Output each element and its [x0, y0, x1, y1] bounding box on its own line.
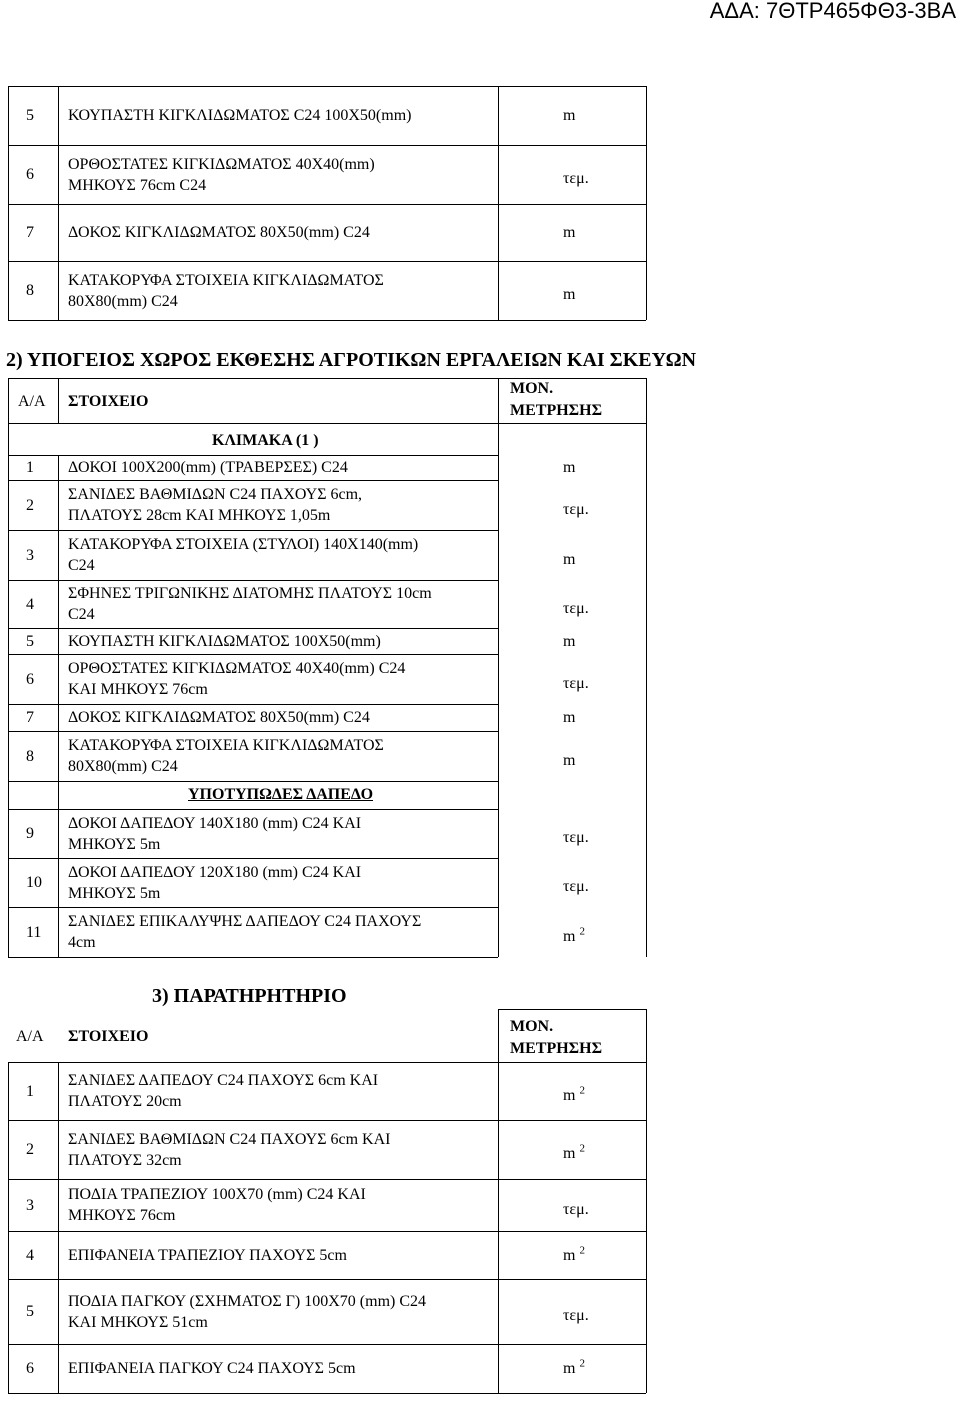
section3-row-number: 6	[26, 1360, 34, 1377]
section2-row-item: ΚΟΥΠΑΣΤΗ ΚΙΓΚΛΙΔΩΜΑΤΟΣ 100Χ50(mm)	[68, 632, 381, 650]
table-rule	[8, 1120, 646, 1121]
section3-row-item: ΚΑΙ ΜΗΚΟΥΣ 51cm	[68, 1313, 208, 1331]
section3-row-unit: τεμ.	[563, 1307, 589, 1324]
table1-row-unit: m	[563, 286, 576, 303]
table-rule	[8, 455, 498, 456]
table-rule	[8, 480, 498, 481]
section3-title: 3) ΠΑΡΑΤΗΡΗΤΗΡΙΟ	[152, 985, 347, 1007]
section2-title: 2) ΥΠΟΓΕΙΟΣ ΧΩΡΟΣ ΕΚΘΕΣΗΣ ΑΓΡΟΤΙΚΩΝ ΕΡΓΑΛΕΙΩΝ ΚΑΙ ΣΚΕΥΩΝ	[6, 349, 697, 371]
table-rule	[8, 1062, 9, 1393]
unit-superscript: 2	[579, 1084, 585, 1097]
section2-subhead-stair: ΚΛΙΜΑΚΑ (1 )	[212, 432, 319, 449]
section2-row-unit: τεμ.	[563, 500, 589, 518]
table1-row-number: 5	[26, 107, 34, 124]
section3-row-item: ΠΟΔΙΑ ΤΡΑΠΕΖΙΟΥ 100Χ70 (mm) C24 ΚΑΙ	[68, 1186, 366, 1203]
section3-col-num-header: Α/Α	[16, 1028, 44, 1045]
section3-row-item: ΣΑΝΙΔΕΣ ΒΑΘΜΙΔΩΝ C24 ΠΑΧΟΥΣ 6cm ΚΑΙ	[68, 1130, 391, 1148]
section3-row-number: 2	[26, 1141, 34, 1158]
section2-row-item: ΔΟΚΟΣ ΚΙΓΚΛΙΔΩΜΑΤΟΣ 80Χ50(mm) C24	[68, 709, 370, 726]
section3-col-unit-header: ΜΟΝ.	[510, 1018, 554, 1035]
section3-row-item: ΠΟΔΙΑ ΠΑΓΚΟΥ (ΣΧΗΜΑΤΟΣ Γ) 100Χ70 (mm) C24	[68, 1292, 427, 1310]
section3-row-number: 4	[26, 1246, 34, 1264]
section3-row-unit: m $^2$	[563, 1244, 585, 1264]
section2-col-unit-header: ΜΕΤΡΗΣΗΣ	[510, 402, 603, 419]
section2-row-item: ΚΑΤΑΚΟΡΥΦΑ ΣΤΟΙΧΕΙΑ (ΣΤΥΛΟΙ) 140Χ140(mm)	[68, 536, 419, 553]
table-rule	[498, 86, 499, 320]
table-rule	[8, 1344, 646, 1345]
section2-row-number: 3	[26, 546, 34, 564]
section2-row-item: ΟΡΘΟΣΤΑΤΕΣ ΚΙΓΚΙΔΩΜΑΤΟΣ 40Χ40(mm) C24	[68, 660, 406, 677]
section2-row-number: 7	[26, 709, 34, 726]
table-rule	[8, 731, 498, 732]
section3-row-unit: m $^2$	[563, 1142, 585, 1162]
unit-superscript: 2	[579, 1244, 585, 1257]
table-rule	[498, 1009, 499, 1393]
table1-row-item: ΟΡΘΟΣΤΑΤΕΣ ΚΙΓΚΙΔΩΜΑΤΟΣ 40Χ40(mm)	[68, 155, 375, 173]
section2-row-item: ΜΗΚΟΥΣ 5m	[68, 884, 161, 902]
section2-row-unit: m	[563, 632, 576, 650]
unit-superscript: 2	[579, 1142, 585, 1155]
table-rule	[8, 320, 646, 321]
table1-row-item: ΜΗΚΟΥΣ 76cm C24	[68, 176, 207, 194]
table-rule	[8, 704, 498, 705]
table1-row-number: 8	[26, 282, 34, 299]
section3-row-unit: m $^2$	[563, 1357, 585, 1377]
section2-row-number: 5	[26, 632, 34, 650]
table-rule	[8, 1393, 646, 1394]
section2-col-unit-header: ΜΟΝ.	[510, 380, 554, 397]
section2-row-unit: m	[563, 459, 576, 476]
section2-row-unit: τεμ.	[563, 878, 589, 895]
section2-row-item: 4cm	[68, 934, 96, 951]
section2-row-number: 10	[26, 874, 42, 891]
section2-subhead-floor: ΥΠΟΤΥΠΩΔΕΣ ΔΑΠΕΔΟ	[188, 786, 374, 803]
section2-row-item: ΣΑΝΙΔΕΣ ΒΑΘΜΙΔΩΝ C24 ΠΑΧΟΥΣ 6cm,	[68, 486, 363, 503]
table-rule	[8, 261, 646, 262]
table-rule	[8, 580, 498, 581]
table-rule	[8, 86, 646, 87]
section2-row-item: ΔΟΚΟΙ 100Χ200(mm) (ΤΡΑΒΕΡΣΕΣ) C24	[68, 459, 348, 476]
section2-row-number: 9	[26, 825, 34, 842]
table-rule	[8, 809, 498, 810]
table-rule	[8, 907, 498, 908]
table-rule	[8, 1231, 646, 1232]
section3-row-number: 5	[26, 1303, 34, 1320]
section2-row-item: 80Χ80(mm) C24	[68, 758, 178, 775]
section2-row-number: 2	[26, 496, 34, 514]
section2-row-unit: m	[563, 751, 576, 769]
table-rule	[8, 204, 646, 205]
section2-row-item: C24	[68, 557, 95, 574]
section2-row-item: ΔΟΚΟΙ ΔΑΠΕΔΟΥ 120Χ180 (mm) C24 ΚΑΙ	[68, 863, 362, 881]
section3-row-item: ΕΠΙΦΑΝΕΙΑ ΤΡΑΠΕΖΙΟΥ ΠΑΧΟΥΣ 5cm	[68, 1246, 347, 1264]
section2-row-unit: m $^2$	[563, 925, 585, 945]
unit-superscript: 2	[579, 925, 585, 938]
section2-row-number: 8	[26, 747, 34, 765]
section2-row-number: 6	[26, 670, 34, 688]
section2-row-unit: m	[563, 550, 576, 568]
table-rule	[8, 1279, 646, 1280]
section3-row-number: 1	[26, 1082, 34, 1100]
section2-row-unit: τεμ.	[563, 829, 589, 846]
table1-row-unit: m	[563, 224, 576, 241]
table-rule	[58, 1062, 59, 1393]
section2-col-item-header: ΣΤΟΙΧΕΙΟ	[68, 393, 149, 410]
table-rule	[8, 781, 498, 782]
table-rule	[8, 423, 498, 424]
table-rule	[58, 378, 59, 423]
table-rule	[8, 957, 498, 958]
table-rule	[8, 1062, 646, 1063]
table-rule	[646, 86, 647, 320]
section2-row-number: 1	[26, 459, 34, 476]
table-rule	[8, 86, 9, 320]
section3-row-item: ΠΛΑΤΟΥΣ 20cm	[68, 1093, 182, 1110]
table-rule	[646, 378, 647, 957]
document-id: ΑΔΑ: 7ΘΤΡ465ΦΘ3-3ΒΑ	[709, 0, 956, 23]
section2-row-item: ΔΟΚΟΙ ΔΑΠΕΔΟΥ 140Χ180 (mm) C24 ΚΑΙ	[68, 814, 362, 832]
section2-row-unit: τεμ.	[563, 599, 589, 617]
section3-row-item: ΠΛΑΤΟΥΣ 32cm	[68, 1151, 182, 1169]
section3-col-unit-header: ΜΕΤΡΗΣΗΣ	[510, 1040, 603, 1057]
section2-row-number: 11	[26, 923, 42, 941]
section2-row-unit: τεμ.	[563, 674, 589, 692]
section2-row-item: C24	[68, 606, 95, 623]
section2-row-unit: m	[563, 709, 576, 726]
table-rule	[8, 1179, 646, 1180]
section3-row-unit: τεμ.	[563, 1200, 589, 1218]
section2-row-item: ΣΑΝΙΔΕΣ ΕΠΙΚΑΛΥΨΗΣ ΔΑΠΕΔΟΥ C24 ΠΑΧΟΥΣ	[68, 913, 422, 930]
table-rule	[498, 378, 499, 957]
table1-row-item: 80Χ80(mm) C24	[68, 292, 178, 310]
table1-row-item: ΚΟΥΠΑΣΤΗ ΚΙΓΚΛΙΔΩΜΑΤΟΣ C24 100Χ50(mm)	[68, 107, 412, 124]
table-rule	[498, 1009, 646, 1010]
table-rule	[8, 858, 498, 859]
table1-row-unit: m	[563, 107, 576, 124]
section3-row-item: ΣΑΝΙΔΕΣ ΔΑΠΕΔΟΥ C24 ΠΑΧΟΥΣ 6cm ΚΑΙ	[68, 1072, 379, 1089]
table-rule	[498, 423, 646, 424]
section2-row-item: ΚΑΙ ΜΗΚΟΥΣ 76cm	[68, 681, 208, 698]
section3-row-item: ΕΠΙΦΑΝΕΙΑ ΠΑΓΚΟΥ C24 ΠΑΧΟΥΣ 5cm	[68, 1360, 356, 1377]
table-rule	[8, 654, 498, 655]
section2-row-item: ΠΛΑΤΟΥΣ 28cm ΚΑΙ ΜΗΚΟΥΣ 1,05m	[68, 507, 331, 524]
unit-superscript: 2	[579, 1357, 585, 1370]
section3-row-item: ΜΗΚΟΥΣ 76cm	[68, 1207, 176, 1224]
section3-row-number: 3	[26, 1196, 34, 1214]
table-rule	[8, 145, 646, 146]
table-rule	[8, 530, 498, 531]
table-rule	[8, 628, 498, 629]
section2-row-number: 4	[26, 595, 34, 613]
table-rule	[58, 86, 59, 320]
section2-row-item: ΜΗΚΟΥΣ 5m	[68, 835, 161, 853]
section3-col-item-header: ΣΤΟΙΧΕΙΟ	[68, 1028, 149, 1045]
section2-row-item: ΣΦΗΝΕΣ ΤΡΙΓΩΝΙΚΗΣ ΔΙΑΤΟΜΗΣ ΠΛΑΤΟΥΣ 10cm	[68, 585, 432, 602]
table-rule	[8, 378, 9, 957]
table-rule	[58, 455, 59, 957]
section2-row-item: ΚΑΤΑΚΟΡΥΦΑ ΣΤΟΙΧΕΙΑ ΚΙΓΚΛΙΔΩΜΑΤΟΣ	[68, 737, 384, 754]
table1-row-unit: τεμ.	[563, 170, 589, 187]
table1-row-number: 7	[26, 224, 34, 241]
section3-row-unit: m $^2$	[563, 1084, 585, 1104]
table1-row-number: 6	[26, 166, 34, 183]
table1-row-item: ΚΑΤΑΚΟΡΥΦΑ ΣΤΟΙΧΕΙΑ ΚΙΓΚΛΙΔΩΜΑΤΟΣ	[68, 271, 384, 289]
table-rule	[646, 1009, 647, 1393]
table1-row-item: ΔΟΚΟΣ ΚΙΓΚΛΙΔΩΜΑΤΟΣ 80Χ50(mm) C24	[68, 224, 370, 241]
section2-col-num-header: Α/Α	[18, 393, 46, 410]
